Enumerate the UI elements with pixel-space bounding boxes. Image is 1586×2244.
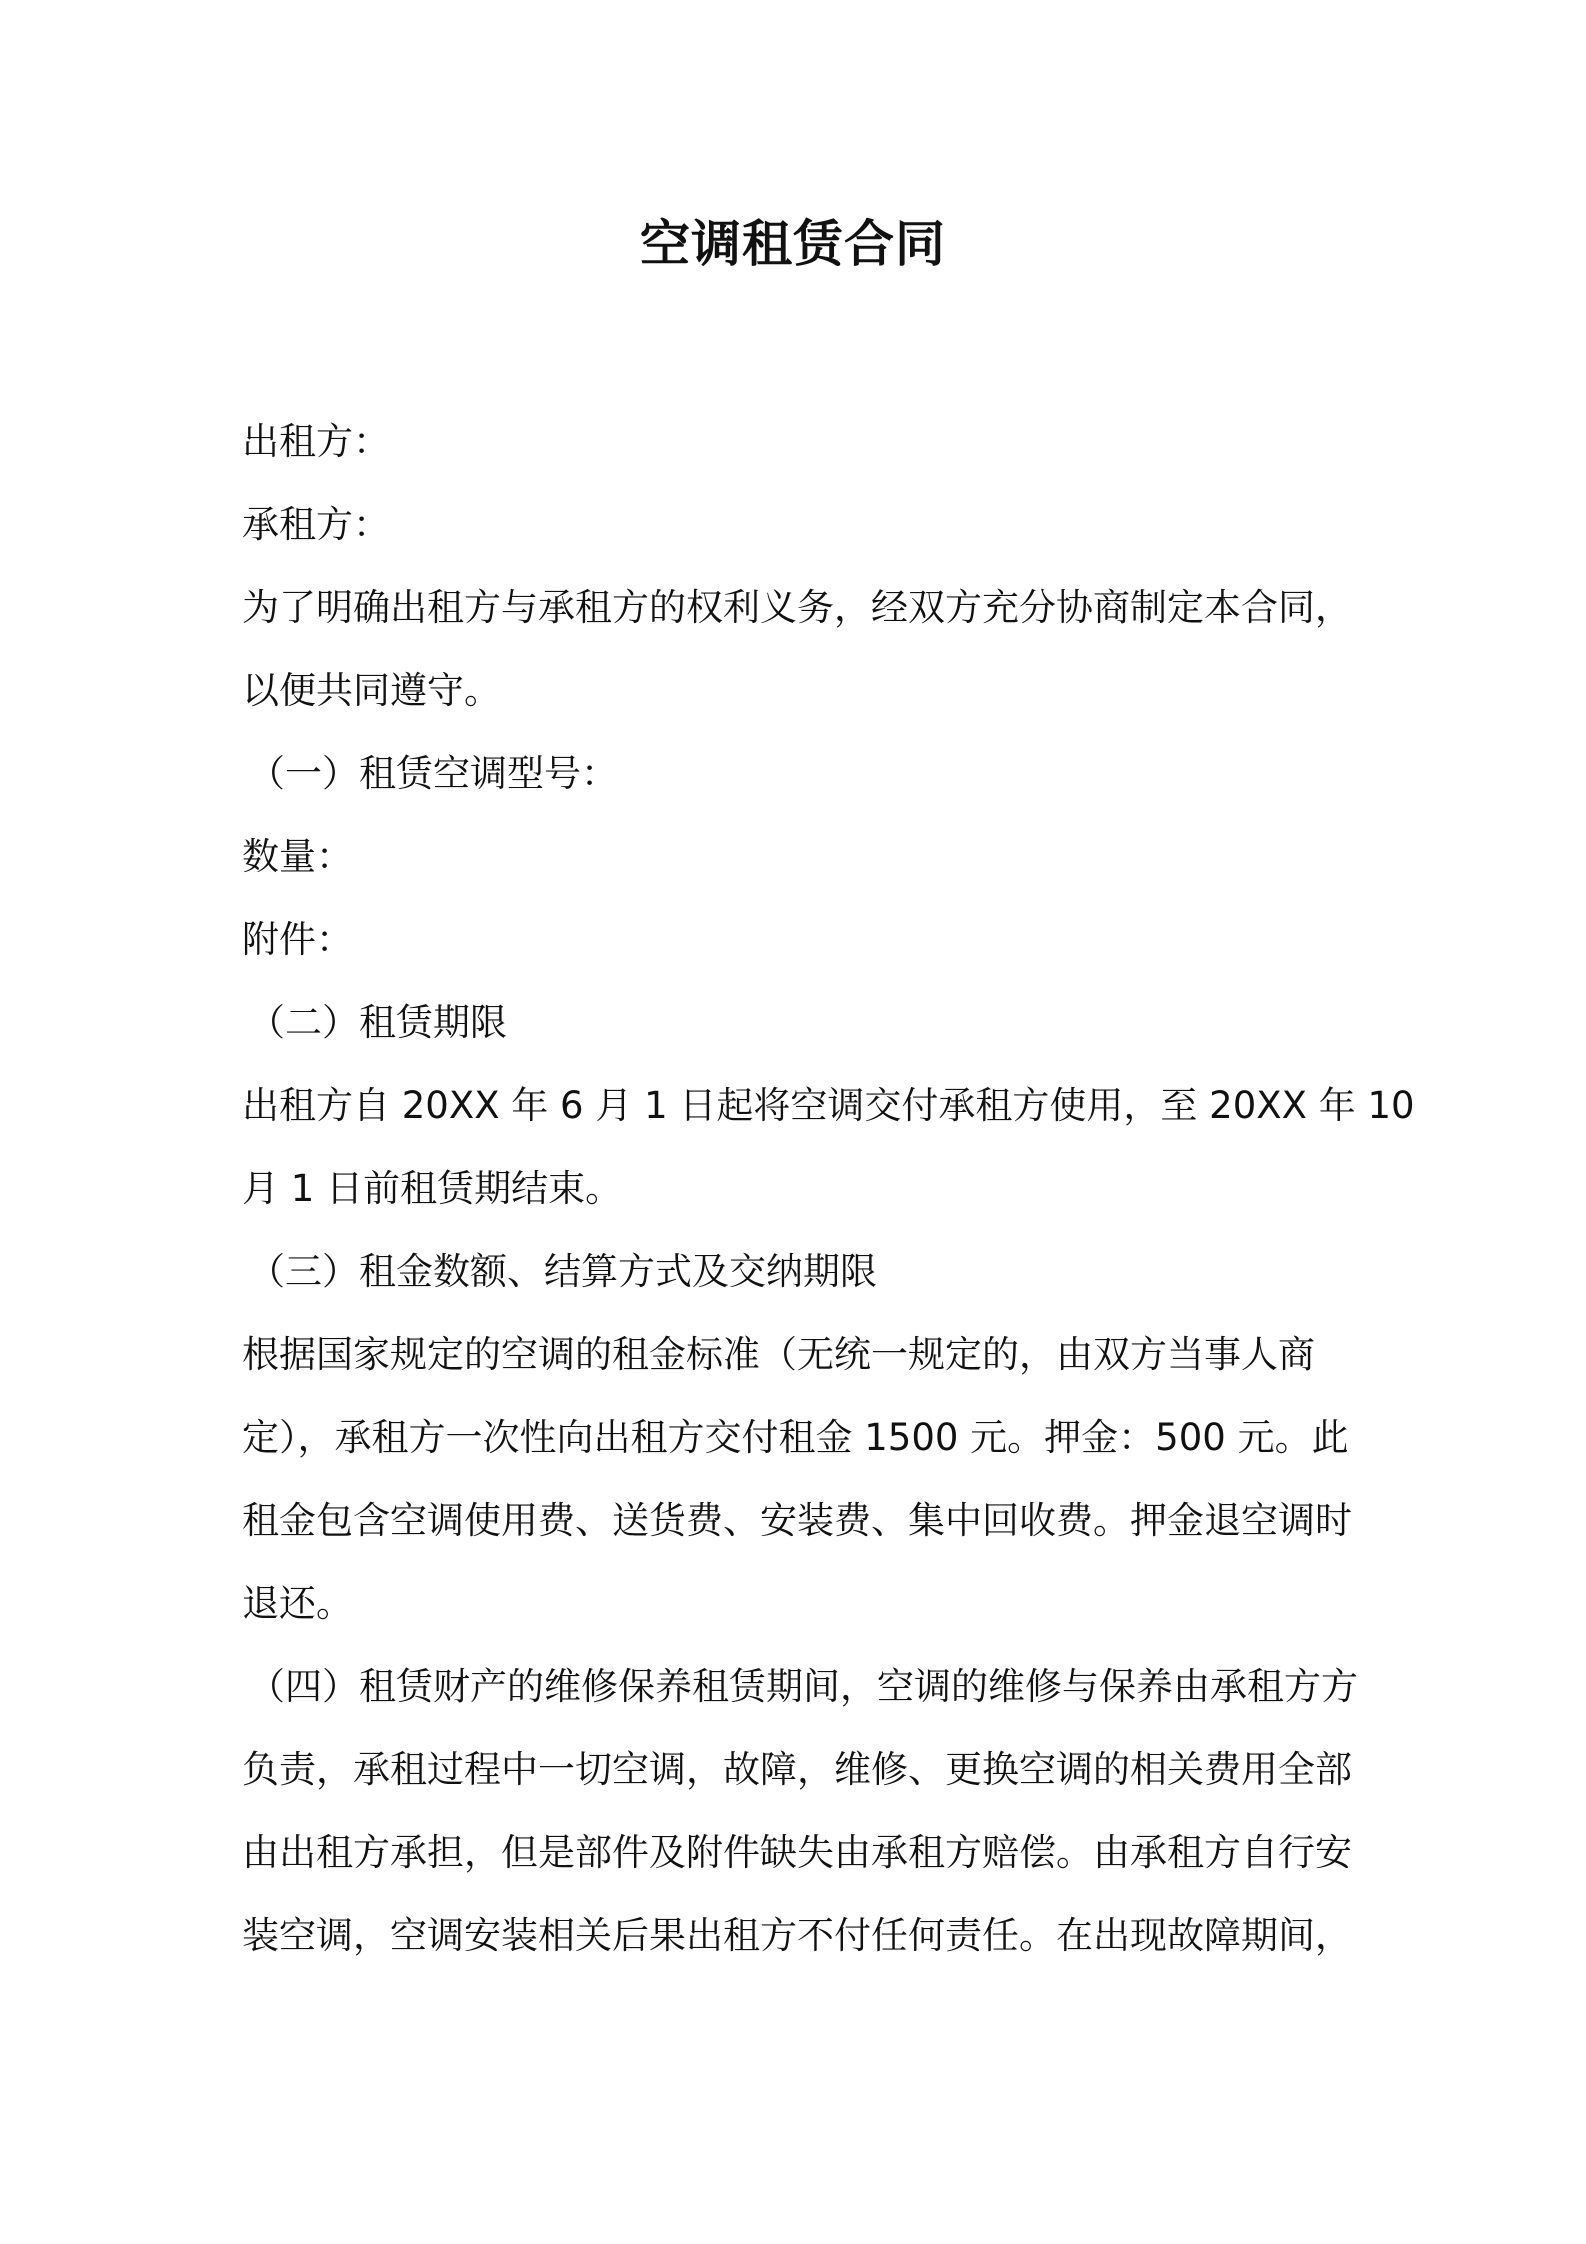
lessee-line: 承租方： [242, 503, 390, 546]
section-4-line-2: 负责，承租过程中一切空调，故障，维修、更换空调的相关费用全部 [242, 1748, 1352, 1791]
lessor-line: 出租方： [242, 420, 390, 463]
rent-paragraph-line-3: 租金包含空调使用费、送货费、安装费、集中回收费。押金退空调时 [242, 1499, 1352, 1542]
document-title: 空调租赁合同 [640, 215, 946, 273]
rent-paragraph-line-4: 退还。 [242, 1582, 353, 1625]
lease-term-line-1: 出租方自 20XX 年 6 月 1 日起将空调交付承租方使用，至 20XX 年 10 [242, 1084, 1415, 1127]
attachments-line: 附件： [242, 918, 353, 961]
document-body [242, 400, 1415, 1977]
section-4-line-4: 装空调，空调安装相关后果出租方不付任何责任。在出现故障期间， [242, 1914, 1352, 1957]
section-4-line-3: 由出租方承担，但是部件及附件缺失由承租方赔偿。由承租方自行安 [242, 1831, 1352, 1874]
section-4-line-1: （四）租赁财产的维修保养租赁期间，空调的维修与保养由承租方方 [248, 1665, 1358, 1708]
intro-paragraph-line-1: 为了明确出租方与承租方的权利义务，经双方充分协商制定本合同， [242, 586, 1352, 629]
lease-term-line-2: 月 1 日前租赁期结束。 [242, 1167, 623, 1210]
intro-paragraph-line-2: 以便共同遵守。 [242, 669, 501, 712]
rent-paragraph-line-1: 根据国家规定的空调的租金标准（无统一规定的，由双方当事人商 [242, 1333, 1315, 1376]
section-3-heading: （三）租金数额、结算方式及交纳期限 [248, 1250, 877, 1293]
rent-paragraph-line-2: 定），承租方一次性向出租方交付租金 1500 元。押金：500 元。此 [242, 1416, 1349, 1459]
section-2-heading: （二）租赁期限 [248, 1001, 507, 1044]
section-1-heading: （一）租赁空调型号： [248, 752, 618, 795]
quantity-line: 数量： [242, 835, 353, 878]
